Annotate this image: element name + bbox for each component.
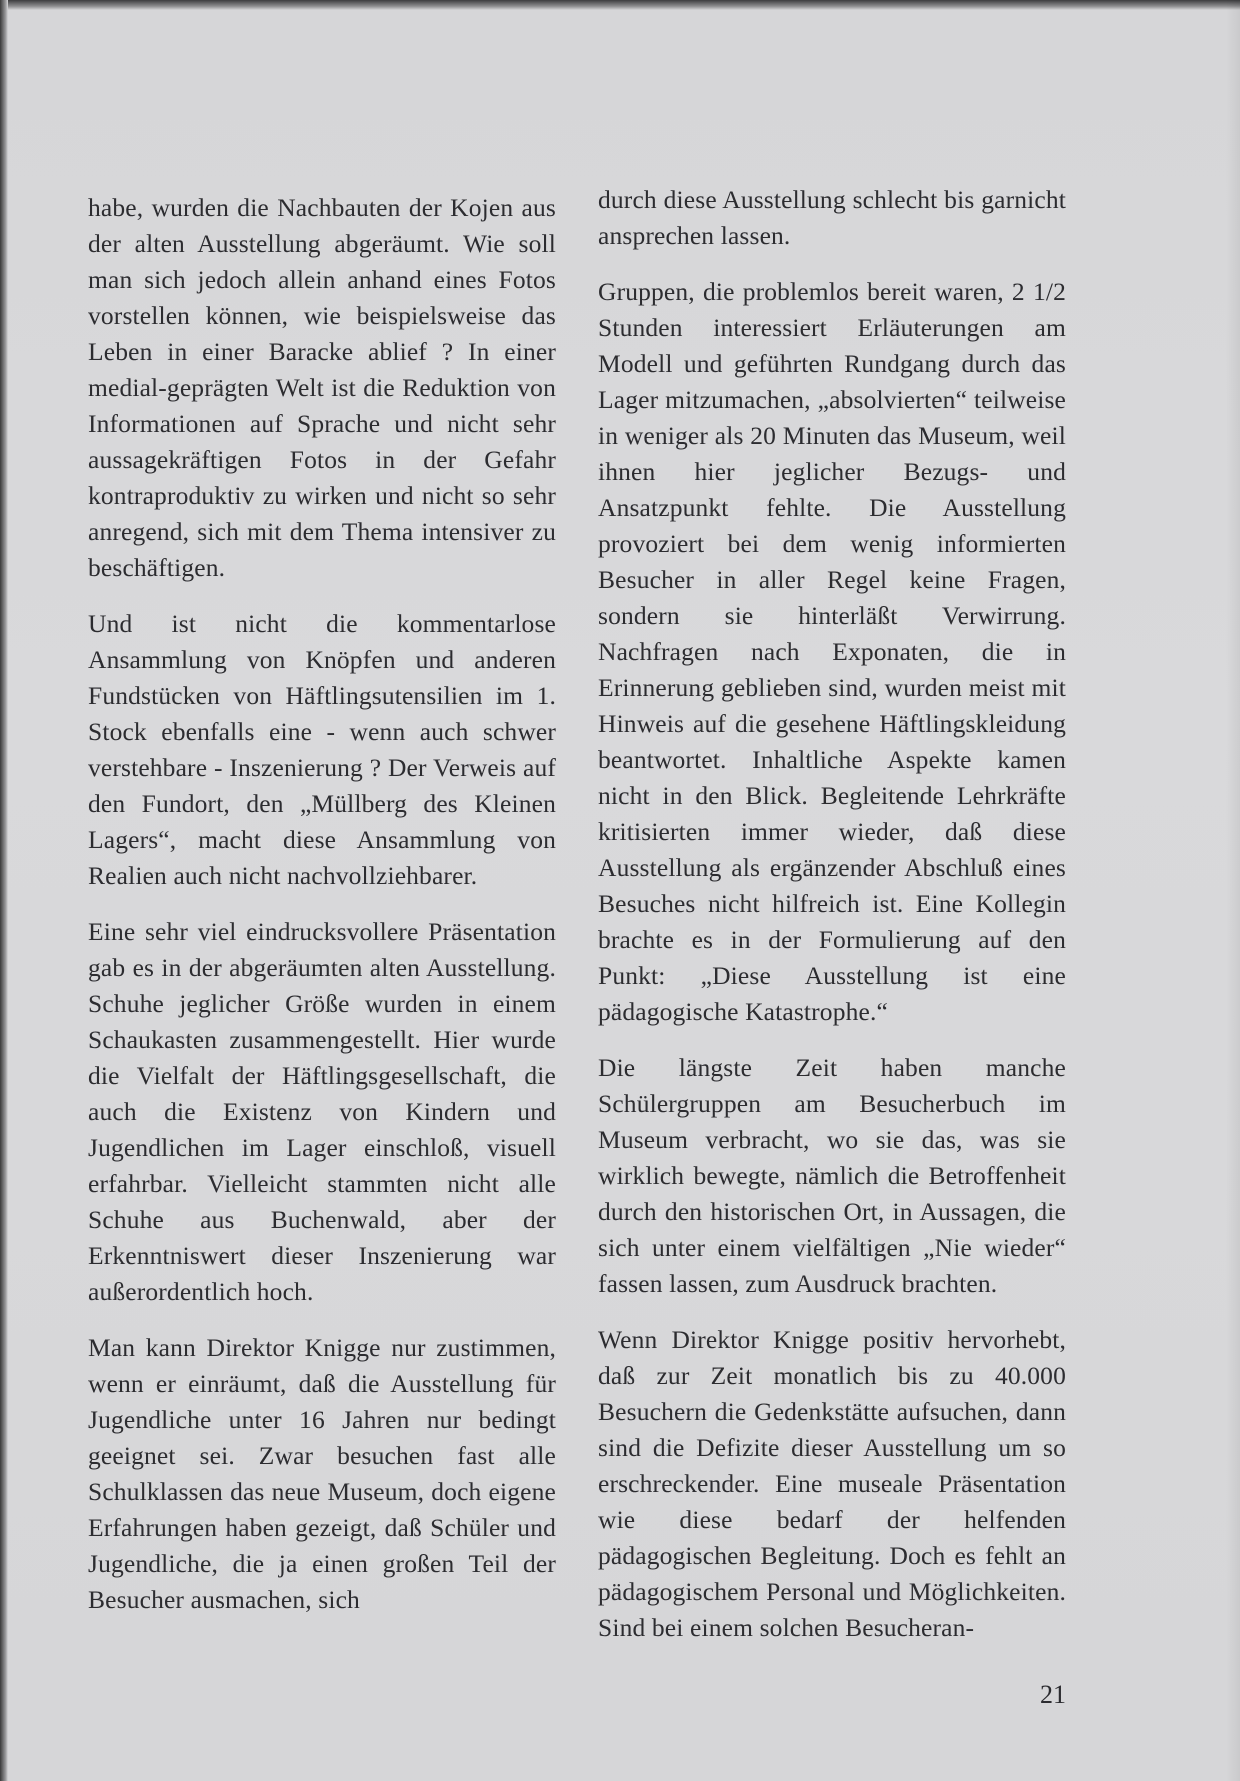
page-binding-edge	[0, 0, 8, 1781]
right-text-column	[598, 182, 1066, 1666]
paragraph: Gruppen, die problemlos bereit waren, 2 1/2 Stunden interessiert Erläuterungen am Modell und geführten Rundgang durch das Lager mitzumachen, „absolvierten“ teilweise in weniger als 20 Minuten das Museum, weil ihnen hier jeglicher Bezugs- und Ansatzpunkt fehlte. Die Ausstellung provoziert bei dem wenig informierten Besucher in aller Regel keine Fragen, sondern sie hinterläßt Verwirrung. Nachfragen nach Exponaten, die in Erinnerung geblieben sind, wurden meist mit Hinweis auf die gesehene Häftlingskleidung beantwortet. Inhaltliche Aspekte kamen nicht in den Blick. Begleitende Lehrkräfte kritisierten immer wieder, daß diese Ausstellung als ergänzender Abschluß eines Besuches nicht hilfreich ist. Eine Kollegin brachte es in der Formulierung auf den Punkt: „Diese Ausstellung ist eine pädagogische Katastrophe.“	[598, 277, 1066, 1026]
paragraph: Eine sehr viel eindrucksvollere Präsentation gab es in der abgeräumten alten Ausstellung. Schuhe jeglicher Größe wurden in einem Schaukasten zusammengestellt. Hier wurde die Vielfalt der Häftlingsgesellschaft, die auch die Existenz von Kindern und Jugendlichen im Lager einschloß, visuell erfahrbar. Vielleicht stammten nicht alle Schuhe aus Buchenwald, aber der Erkenntniswert dieser Inszenierung war außerordentlich hoch.	[88, 917, 556, 1306]
paragraph: Die längste Zeit haben manche Schülergruppen am Besucherbuch im Museum verbracht, wo sie das, was sie wirklich bewegte, nämlich die Betroffenheit durch den historischen Ort, in Aussagen, die sich unter einem vielfältigen „Nie wieder“ fassen lassen, zum Ausdruck brachten.	[598, 1053, 1066, 1298]
paragraph: habe, wurden die Nachbauten der Kojen aus der alten Ausstellung abgeräumt. Wie soll man sich jedoch allein anhand eines Fotos vorstellen können, wie beispielsweise das Leben in einer Baracke ablief ? In einer medial-geprägten Welt ist die Reduktion von Informationen auf Sprache und nicht sehr aussagekräftigen Fotos in der Gefahr kontraproduktiv zu wirken und nicht so sehr anregend, sich mit dem Thema intensiver zu beschäftigen.	[88, 193, 556, 582]
left-text-column	[88, 190, 556, 1638]
paragraph: Und ist nicht die kommentarlose Ansammlung von Knöpfen und anderen Fundstücken von Häftlingsutensilien im 1. Stock ebenfalls eine - wenn auch schwer verstehbare - Inszenierung ? Der Verweis auf den Fundort, den „Müllberg des Kleinen Lagers“, macht diese Ansammlung von Realien auch nicht nachvollziehbarer.	[88, 609, 556, 890]
paragraph: Man kann Direktor Knigge nur zustimmen, wenn er einräumt, daß die Ausstellung für Jugendliche unter 16 Jahren nur bedingt geeignet sei. Zwar besuchen fast alle Schulklassen das neue Museum, doch eigene Erfahrungen haben gezeigt, daß Schüler und Jugendliche, die ja einen großen Teil der Besucher ausmachen, sich	[88, 1333, 556, 1614]
page-right-shadow	[1226, 0, 1240, 1781]
page-top-edge	[0, 0, 1240, 10]
paragraph: Wenn Direktor Knigge positiv hervorhebt, daß zur Zeit monatlich bis zu 40.000 Besuchern die Gedenkstätte aufsuchen, dann sind die Defizite dieser Ausstellung um so erschreckender. Eine museale Präsentation wie diese bedarf der helfenden pädagogischen Begleitung. Doch es fehlt an pädagogischem Personal und Möglichkeiten. Sind bei einem solchen Besucheran-	[598, 1325, 1066, 1642]
paragraph: durch diese Ausstellung schlecht bis garnicht ansprechen lassen.	[598, 185, 1066, 250]
page-number: 21	[1040, 1680, 1066, 1709]
